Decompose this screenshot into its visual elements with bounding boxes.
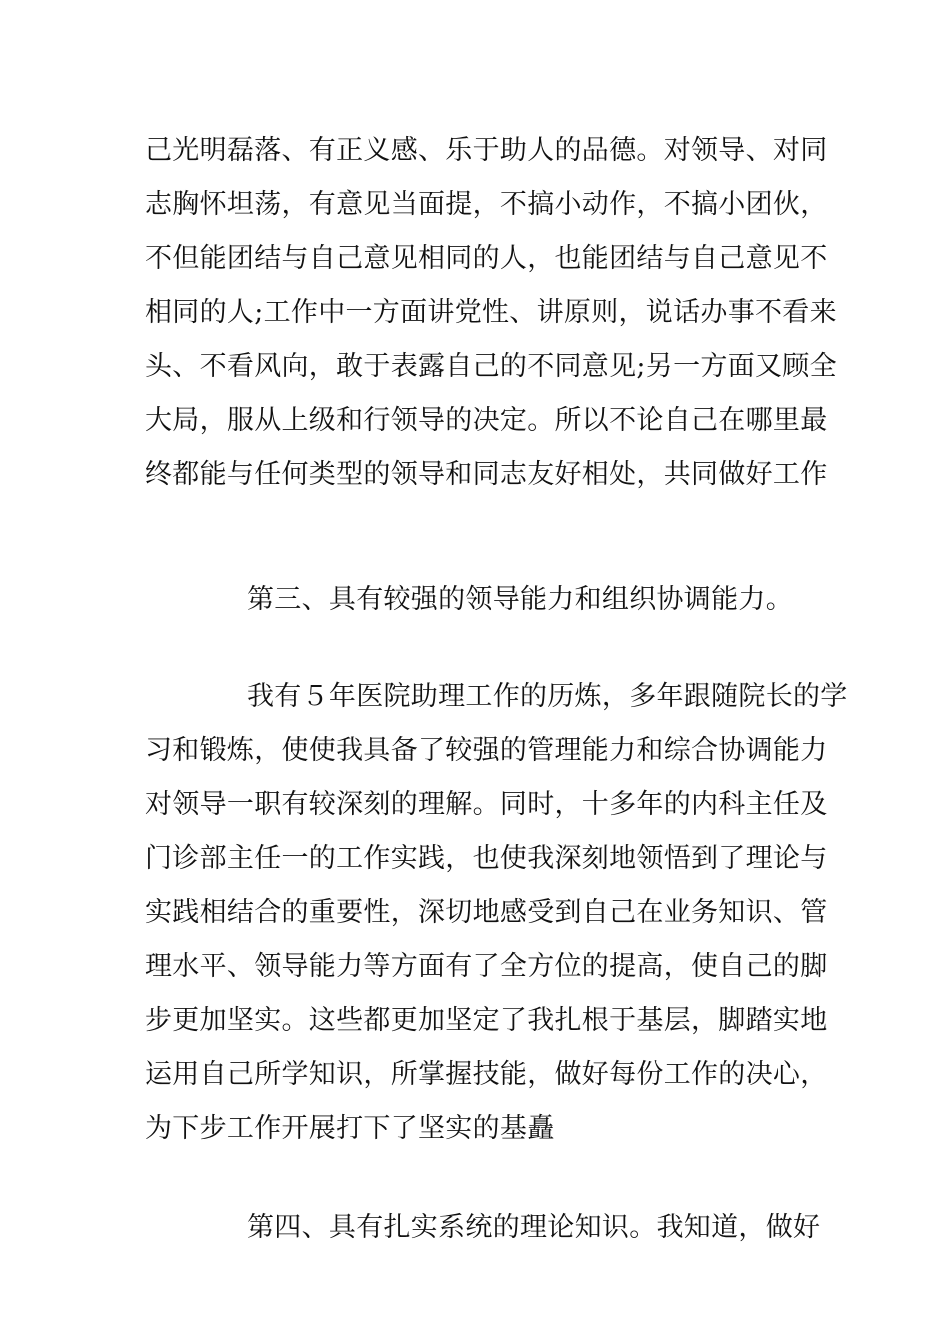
paragraph-line: 我有５年医院助理工作的历炼，多年跟随院长的学 (247, 681, 848, 712)
paragraph-line: 理水平、领导能力等方面有了全方位的提高，使自己的脚 (145, 951, 828, 982)
paragraph-line: 实践相结合的重要性，深切地感受到自己在业务知识、管 (145, 897, 828, 928)
paragraph-line: 志胸怀坦荡，有意见当面提，不搞小动作，不搞小团伙， (145, 189, 828, 220)
paragraph-line: 头、不看风向，敢于表露自己的不同意见;另一方面又顾全 (145, 351, 837, 382)
section-heading-4: 第四、具有扎实系统的理论知识。我知道，做好 (247, 1212, 821, 1243)
paragraph-line: 不但能团结与自己意见相同的人，也能团结与自己意见不 (145, 243, 828, 274)
paragraph-line: 门诊部主任一的工作实践，也使我深刻地领悟到了理论与 (145, 843, 828, 874)
paragraph-line: 习和锻炼，使使我具备了较强的管理能力和综合协调能力 (145, 735, 828, 766)
paragraph-line: 大局，服从上级和行领导的决定。所以不论自己在哪里最 (145, 405, 828, 436)
paragraph-line: 对领导一职有较深刻的理解。同时，十多年的内科主任及 (145, 789, 828, 820)
paragraph-line: 己光明磊落、有正义感、乐于助人的品德。对领导、对同 (145, 135, 828, 166)
paragraph-line: 相同的人;工作中一方面讲党性、讲原则，说话办事不看来 (145, 297, 837, 328)
paragraph-line: 步更加坚实。这些都更加坚定了我扎根于基层，脚踏实地 (145, 1005, 828, 1036)
paragraph-line: 运用自己所学知识，所掌握技能，做好每份工作的决心， (145, 1059, 828, 1090)
section-heading-3: 第三、具有较强的领导能力和组织协调能力。 (247, 584, 793, 615)
paragraph-line: 为下步工作开展打下了坚实的基矗 (145, 1113, 555, 1144)
paragraph-line: 终都能与任何类型的领导和同志友好相处，共同做好工作 (145, 459, 828, 490)
